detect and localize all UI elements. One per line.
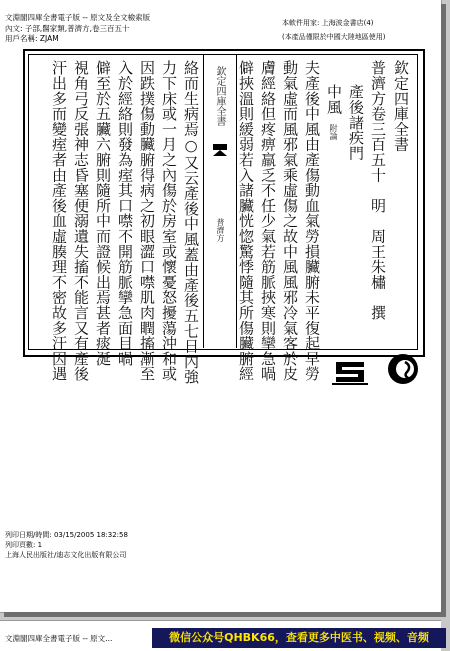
text-column: 動氣虛而風邪氣乘虛傷之故中風風邪冷氣客於皮 [281,60,299,382]
next-page-header: 文淵閣四庫全書電子版 -- 原文... [5,634,113,643]
publisher-s-logo-icon [330,358,370,386]
text-column: 僻挾溫則緩弱若入諸臟恍惚驚悸隨其所傷臟腑經 [237,60,255,382]
text-column: 入於經絡則發為痓其口噤不開筋脈攣急面目喎 [116,60,134,366]
margin-title: 欽定四庫全書 [214,66,225,126]
text-column: 中風 [325,84,343,115]
header-license: (本產品僅限於中國大陸地區使用) [282,33,386,41]
text-column: 產後諸疾門 [347,84,365,161]
text-column: 視角弓反張神志昏塞便溺遺失搐不能言又有產後 [72,60,90,382]
page-shadow-right [441,4,446,616]
publisher-c-logo-icon [386,352,420,386]
text-column: 夫產後中風由產傷動血氣勞損臟腑未平復起早勞 [303,60,321,382]
header-title: 文淵閣四庫全書電子版 -- 原文及全文檢索版 [5,13,151,22]
header-right [282,16,385,44]
text-column: 因跌撲傷動臟腑得病之初眼澀口噤肌肉瞤搐漸至 [138,60,156,382]
margin-subtitle: 普濟方 [216,218,225,242]
print-datetime: 列印日期/時間: 03/15/2005 18:32:58 [5,531,128,539]
header-username: 用戶名稱: ZJAM [5,34,59,43]
fish-tail-notch [213,150,227,156]
print-page-count: 列印頁數: 1 [5,541,43,549]
text-column: 普濟方卷三百五十 明 周王朱橚 撰 [369,60,387,321]
header-user-unit: 本軟件用家: 上海波金書店(4) [282,19,374,27]
publisher-name: 上海人民出版社/迪志文化出版有限公司 [5,551,127,559]
print-footer [5,530,128,560]
page-shadow-bottom [4,612,446,617]
text-column: 僻至於五臟六腑則隨所中而證候出焉甚者痰涎 [94,60,112,366]
text-column: 汗出多而變痓者由產後血虛腠理不密故多汗因遇 [50,60,68,382]
annotation: 附論 [329,124,338,140]
text-column: 絡而生病焉○又云產後中風蓋由產後五七日內強 [182,60,200,385]
text-column: 欽定四庫全書 [392,60,410,152]
promo-banner[interactable]: 微信公众号QHBK66，查看更多中医书、视频、音频 [152,628,446,648]
header-content-path: 內文: 子部,醫家類,普濟方,卷三百五十 [5,23,130,33]
header-left [5,13,150,45]
text-column: 力下床或一月之內傷於房室或懷憂怒擾蕩沖和或 [160,60,178,382]
text-column: 膚經絡但疼痹羸乏不任少氣若筋脈挾寒則攣急喎 [259,60,277,382]
